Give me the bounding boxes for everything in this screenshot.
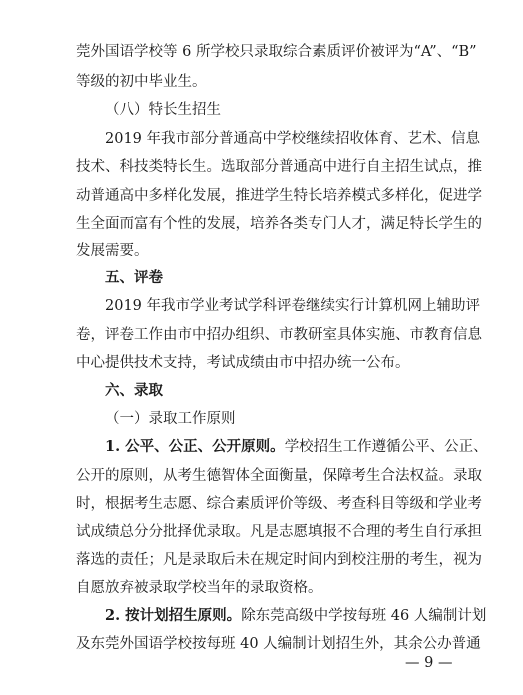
paragraph-line: 技术、科技类特长生。选取部分普通高中进行自主招生试点，推 [76,159,482,175]
paragraph-line: 落选的责任；凡是录取后未在规定时间内到校注册的考生，视为 [76,552,482,568]
section-heading-admission: 六、录取 [105,383,163,399]
paragraph-line: 生全面而富有个性的发展，培养各类专门人才，满足特长学生的 [76,216,482,232]
section-heading-grading: 五、评卷 [105,270,163,286]
paragraph-line: 2019 年我市部分普通高中学校继续招收体育、艺术、信息 [105,131,481,147]
paragraph-line: 自愿放弃被录取学校当年的录取资格。 [76,580,323,596]
paragraph-line: 公开的原则，从考生德智体全面衡量，保障考生合法权益。录取 [76,468,482,484]
page-number: — 9 — [405,655,453,671]
principle-plan-text: 除东莞高级中学按每班 46 人编制计划 [241,608,487,624]
principle-fairness-title: 1. 公平、公正、公开原则。 [105,438,285,455]
principle-fairness-text: 学校招生工作遵循公平、公正、 [284,439,488,455]
paragraph-line: 中心提供技术支持，考试成绩由市中招办统一公布。 [76,355,410,371]
paragraph-line: 卷，评卷工作由市中招办组织、市教研室具体实施、市教育信息 [76,327,482,343]
principle-fairness-line [105,437,488,457]
paragraph-line: 动普通高中多样化发展，推进学生特长培养模式多样化，促进学 [76,188,482,204]
paragraph-line: 试成绩总分分批择优录取。凡是志愿填报不合理的考生自行承担 [76,524,482,540]
principle-plan-line [105,606,487,626]
paragraph-line: 时，根据考生志愿、综合素质评价等级、考查科目等级和学业考 [76,496,482,512]
paragraph-line: 莞外国语学校等 6 所学校只录取综合素质评价被评为“A”、“B” [76,44,477,60]
section-heading-specialty: （八）特长生招生 [105,102,221,118]
paragraph-line: 等级的初中毕业生。 [76,74,207,90]
paragraph-line: 2019 年我市学业考试学科评卷继续实行计算机网上辅助评 [105,298,481,314]
paragraph-line: 及东莞外国语学校按每班 40 人编制计划招生外，其余公办普通 [76,636,481,652]
subsection-heading-principles: （一）录取工作原则 [105,411,236,427]
principle-plan-title: 2. 按计划招生原则。 [105,607,242,624]
paragraph-line: 发展需要。 [76,243,149,259]
